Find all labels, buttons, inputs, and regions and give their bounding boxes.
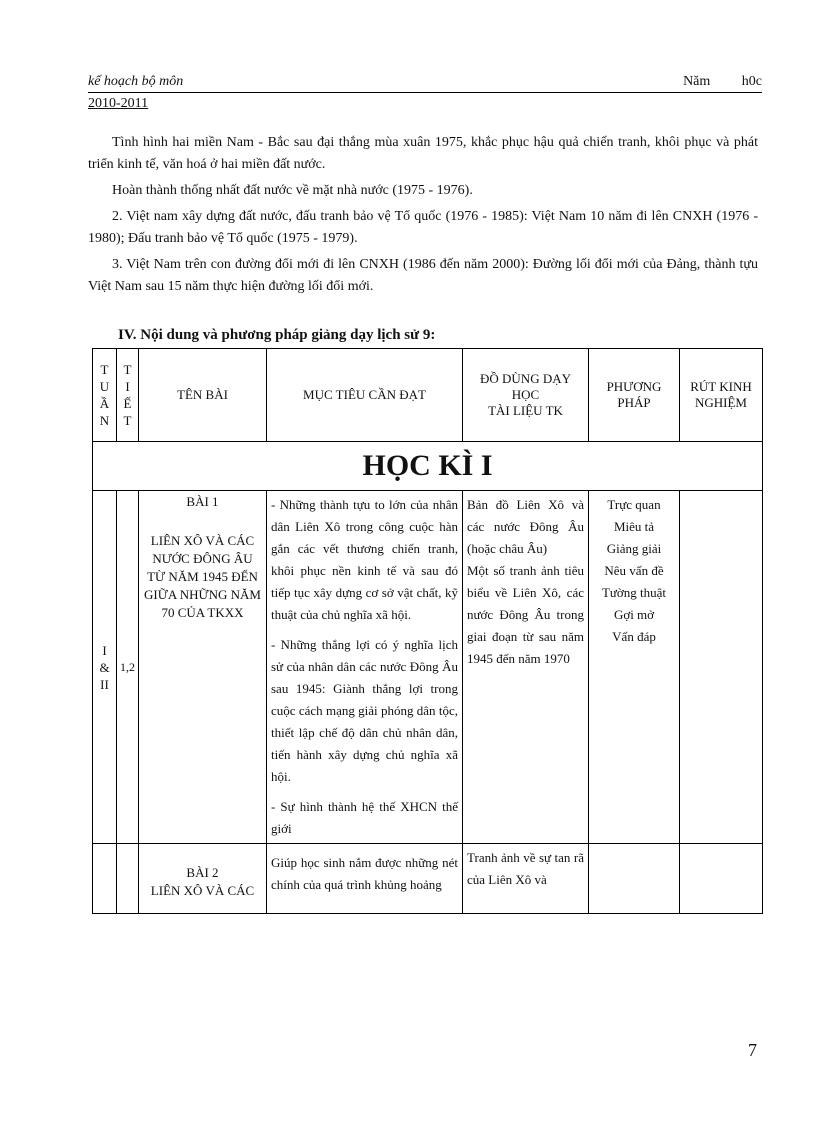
school-year: 2010-2011: [88, 96, 149, 111]
ten-bai-cell: BÀI 1 LIÊN XÔ VÀ CÁC NƯỚC ĐÔNG ÂU TỪ NĂM 1945 ĐẾN GIỮA NHỮNG NĂM 70 CỦA TKXX: [139, 491, 267, 844]
col-ten-bai: TÊN BÀI: [139, 349, 267, 442]
table-row: [93, 844, 763, 914]
section-title: IV. Nội dung và phương pháp giảng dạy lịch sử 9:: [118, 327, 436, 343]
col-tuan: T U Ầ N: [93, 349, 117, 442]
term-row: [93, 442, 763, 491]
rut-kinh-cell: [680, 491, 763, 844]
muc-tieu-cell: Giúp học sinh nắm được những nét chính của quá trình khủng hoảng: [267, 844, 463, 914]
paragraph: 3. Việt Nam trên con đường đổi mới đi lên CNXH (1986 đến năm 2000): Đường lối đổi mới của Đảng, thành tựu Việt Nam sau 15 năm thực hiện đường lối đổi mới.: [88, 257, 758, 294]
tiet-cell: 1,2: [117, 491, 139, 844]
paragraph: Tình hình hai miền Nam - Bắc sau đại thắng mùa xuân 1975, khắc phục hậu quả chiến tranh, khôi phục và phát triển kinh tế, văn hoá ở hai miền đất nước.: [88, 135, 758, 172]
phuong-phap-cell: [589, 844, 680, 914]
do-dung-cell: Tranh ảnh về sự tan rã của Liên Xô và: [463, 844, 589, 914]
col-muc-tieu: MỤC TIÊU CẦN ĐẠT: [267, 349, 463, 442]
muc-tieu-cell: - Những thành tựu to lớn của nhân dân Liên Xô trong công cuộc hàn gắn các vết thương chiến tranh, khôi phục nền kinh tế và sau đó tiếp tục xây dựng cơ sở vật chất, kỹ thuật của chủ nghĩa xã hội. - Những thắng lợi có ý nghĩa lịch sử của nhân dân các nước Đông Âu sau 1945: Giành thắng lợi trong cuộc cách mạng giải phóng dân tộc, thiết lập chế độ dân chủ nhân dân, tiến hành xây dựng chủ nghĩa xã hội. - Sự hình thành hệ thế XHCN thế giới: [267, 491, 463, 844]
header-left: kế hoạch bộ môn: [88, 74, 184, 89]
paragraph: Hoàn thành thống nhất đất nước về mặt nhà nước (1975 - 1976).: [112, 183, 473, 198]
tiet-cell: [117, 844, 139, 914]
page-number: 7: [748, 1040, 757, 1060]
ten-bai-cell: BÀI 2 LIÊN XÔ VÀ CÁC: [139, 844, 267, 914]
table-row: [93, 491, 763, 844]
term-title: HỌC KÌ I: [93, 442, 763, 491]
intro-text: [88, 132, 758, 302]
col-do-dung: ĐỒ DÙNG DẠY HỌC TÀI LIỆU TK: [463, 349, 589, 442]
col-tiet: T I Ế T: [117, 349, 139, 442]
table-header-row: [93, 349, 763, 442]
lesson-plan-table: [92, 348, 763, 914]
header-right: Năm h0c: [683, 74, 762, 89]
col-phuong-phap: PHƯƠNG PHÁP: [589, 349, 680, 442]
rut-kinh-cell: [680, 844, 763, 914]
paragraph: 2. Việt nam xây dựng đất nước, đấu tranh bảo vệ Tổ quốc (1976 - 1985): Việt Nam 10 năm đi lên CNXH (1976 - 1980); Đấu tranh bảo vệ Tổ quốc (1975 - 1979).: [88, 209, 758, 246]
do-dung-cell: Bản đồ Liên Xô và các nước Đông Âu (hoặc châu Âu) Một số tranh ảnh tiêu biểu về Liên Xô, các nước Đông Âu trong giai đoạn từ sau năm 1945 đến năm 1970: [463, 491, 589, 844]
page-header: [88, 74, 762, 93]
tuan-cell: [93, 844, 117, 914]
phuong-phap-cell: Trực quan Miêu tả Giảng giải Nêu vấn đề Tường thuật Gợi mở Vấn đáp: [589, 491, 680, 844]
tuan-cell: I & II: [93, 491, 117, 844]
col-rut-kinh: RÚT KINH NGHIỆM: [680, 349, 763, 442]
